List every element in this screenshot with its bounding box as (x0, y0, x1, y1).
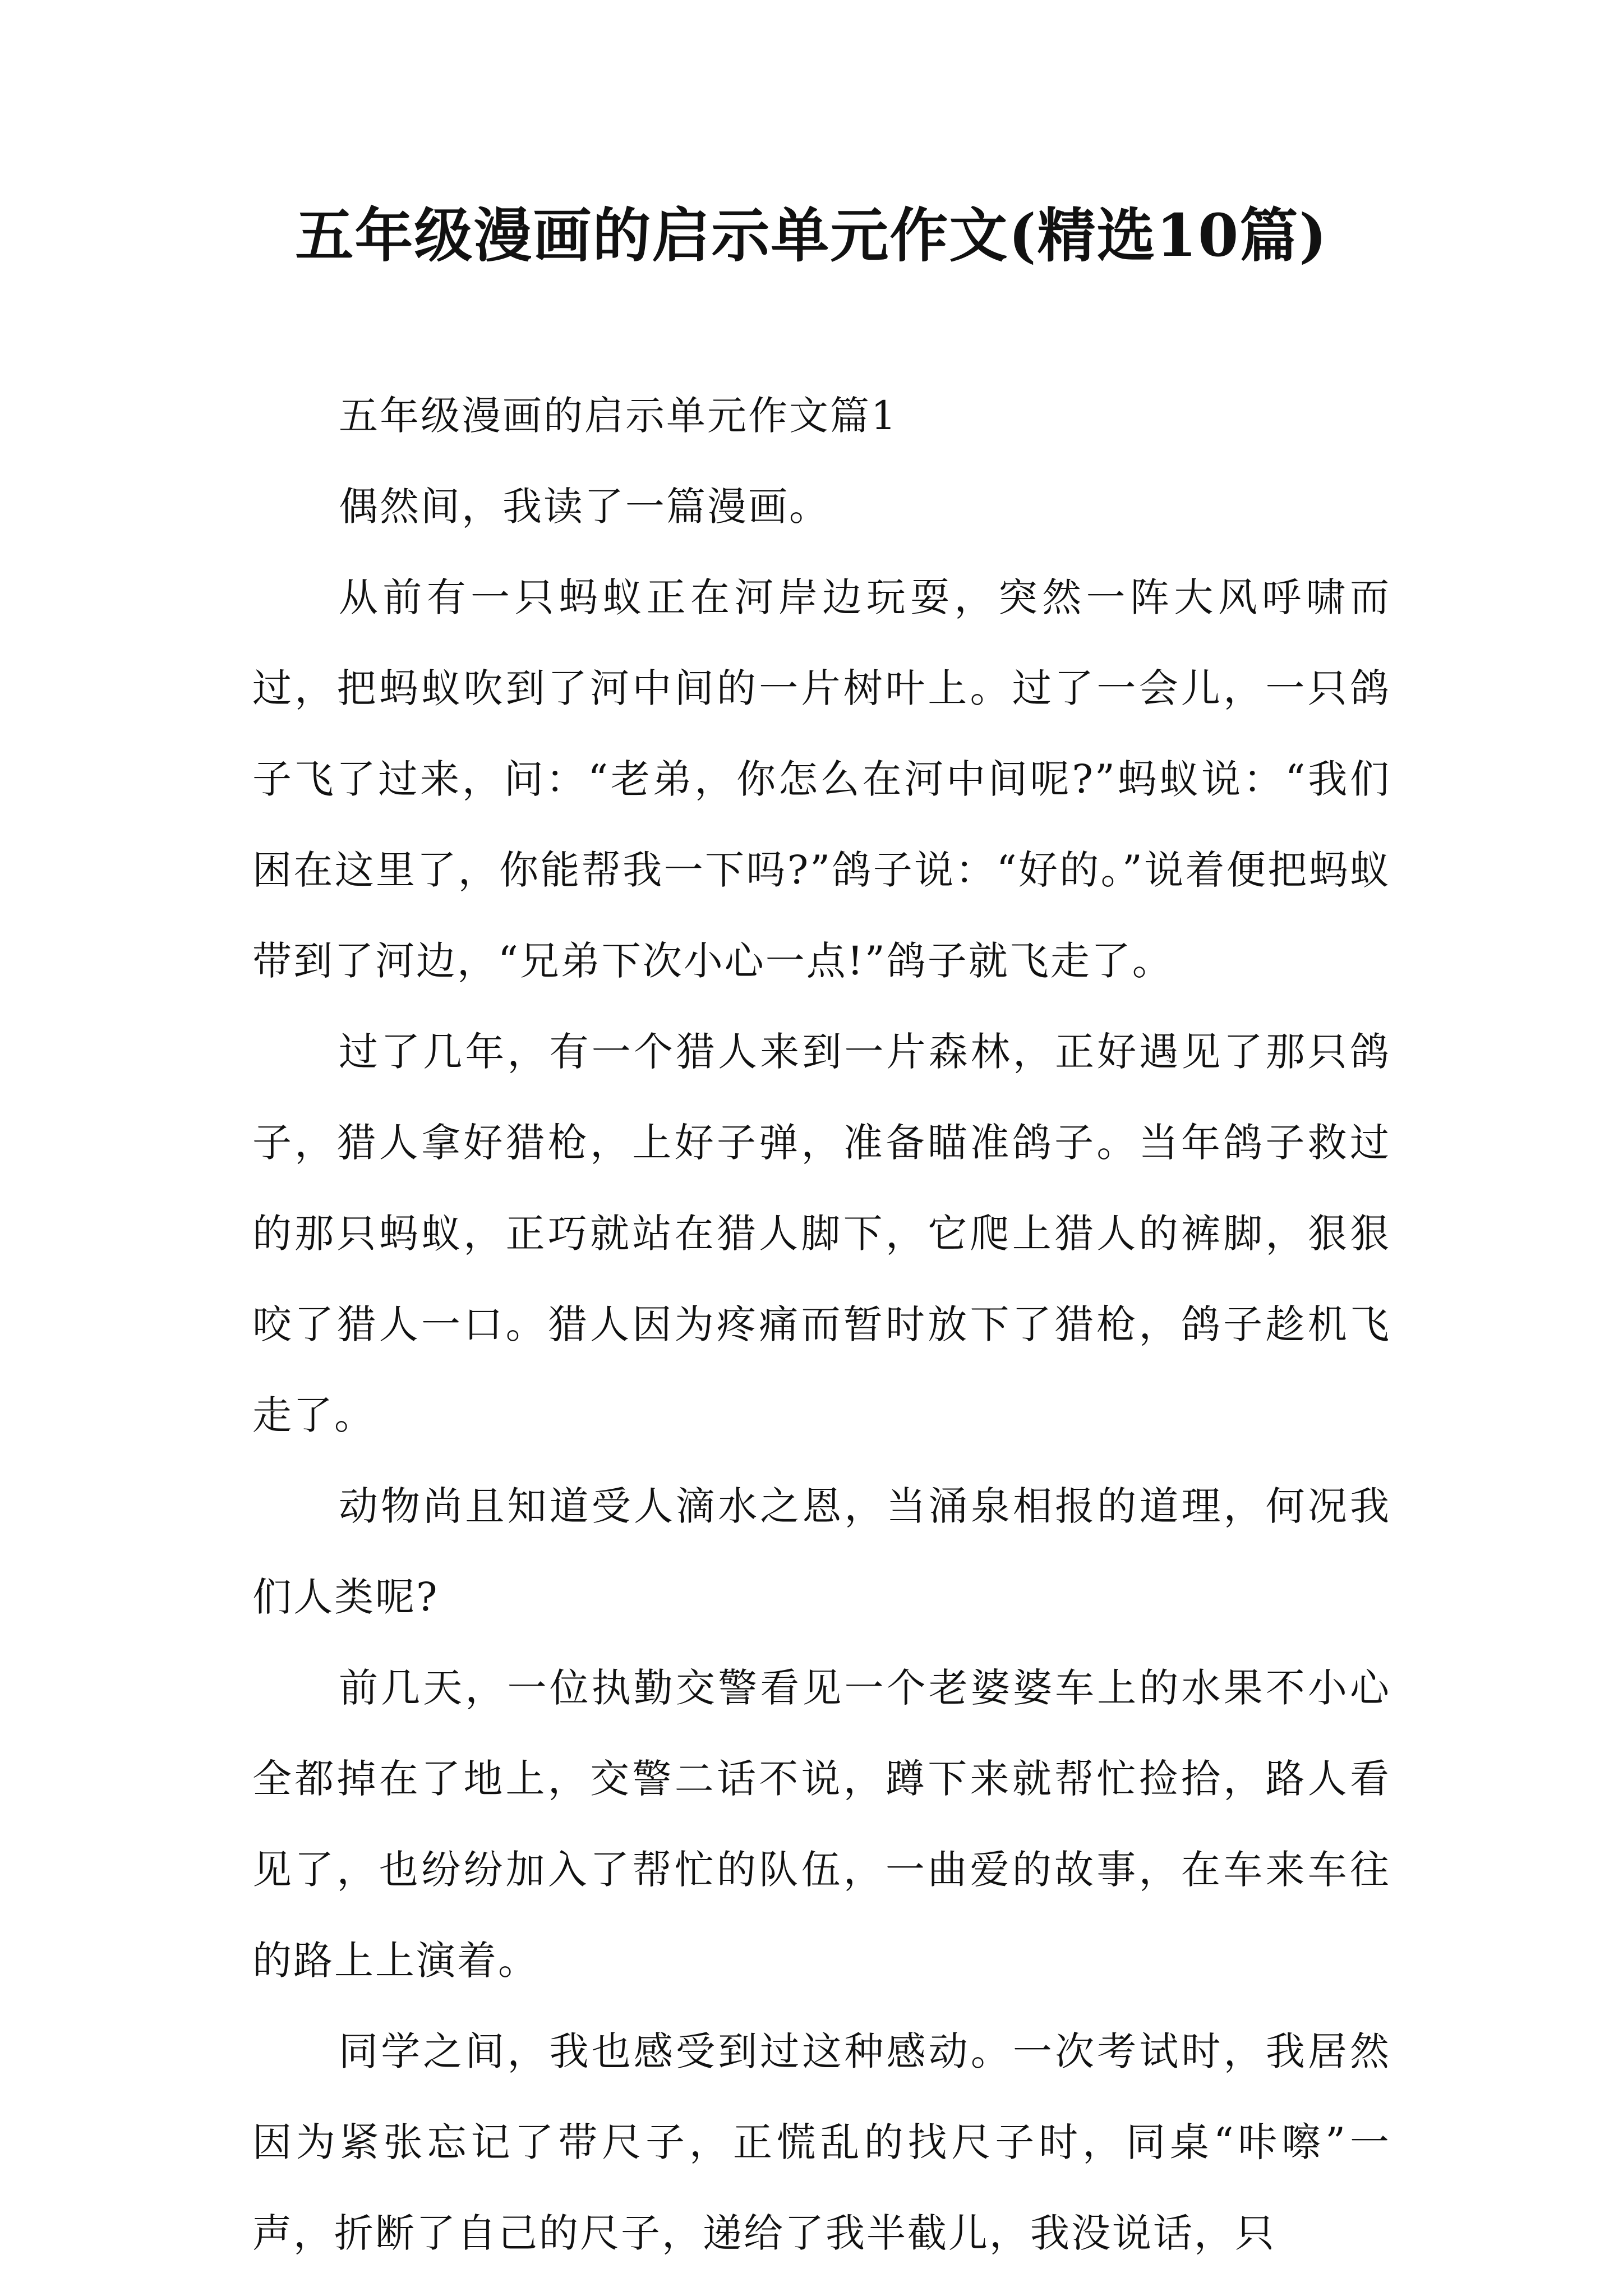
paragraph-2: 从前有一只蚂蚁正在河岸边玩耍，突然一阵大风呼啸而过，把蚂蚁吹到了河中间的一片树叶上。过了一会儿，一只鸽子飞了过来，问：“老弟，你怎么在河中间呢?”蚂蚁说：“我们困在这里了，你能帮我一下吗?”鸽子说：“好的。”说着便把蚂蚁带到了河边，“兄弟下次小心一点!”鸽子就飞走了。 (252, 574, 1391, 984)
paragraph-4: 动物尚且知道受人滴水之恩，当涌泉相报的道理，何况我们人类呢? (252, 1483, 1391, 1620)
document-title: 五年级漫画的启示单元作文(精选10篇) (295, 201, 1328, 270)
paragraph-1: 偶然间，我读了一篇漫画。 (339, 484, 830, 530)
document-body (252, 370, 1391, 2279)
section-heading: 五年级漫画的启示单元作文篇1 (339, 393, 898, 439)
paragraph-3: 过了几年，有一个猎人来到一片森林，正好遇见了那只鸽子，猎人拿好猎枪，上好子弹，准备瞄准鸽子。当年鸽子救过的那只蚂蚁，正巧就站在猎人脚下，它爬上猎人的裤脚，狠狠咬了猎人一口。猎人因为疼痛而暂时放下了猎枪，鸽子趁机飞走了。 (252, 1029, 1391, 1438)
paragraph-5: 前几天，一位执勤交警看见一个老婆婆车上的水果不小心全都掉在了地上，交警二话不说，蹲下来就帮忙捡拾，路人看见了，也纷纷加入了帮忙的队伍，一曲爱的故事，在车来车往的路上上演着。 (252, 1665, 1391, 1984)
paragraph-6: 同学之间，我也感受到过这种感动。一次考试时，我居然因为紧张忘记了带尺子，正慌乱的找尺子时，同桌“咔嚓”一声，折断了自己的尺子，递给了我半截儿，我没说话，只 (252, 2028, 1391, 2256)
